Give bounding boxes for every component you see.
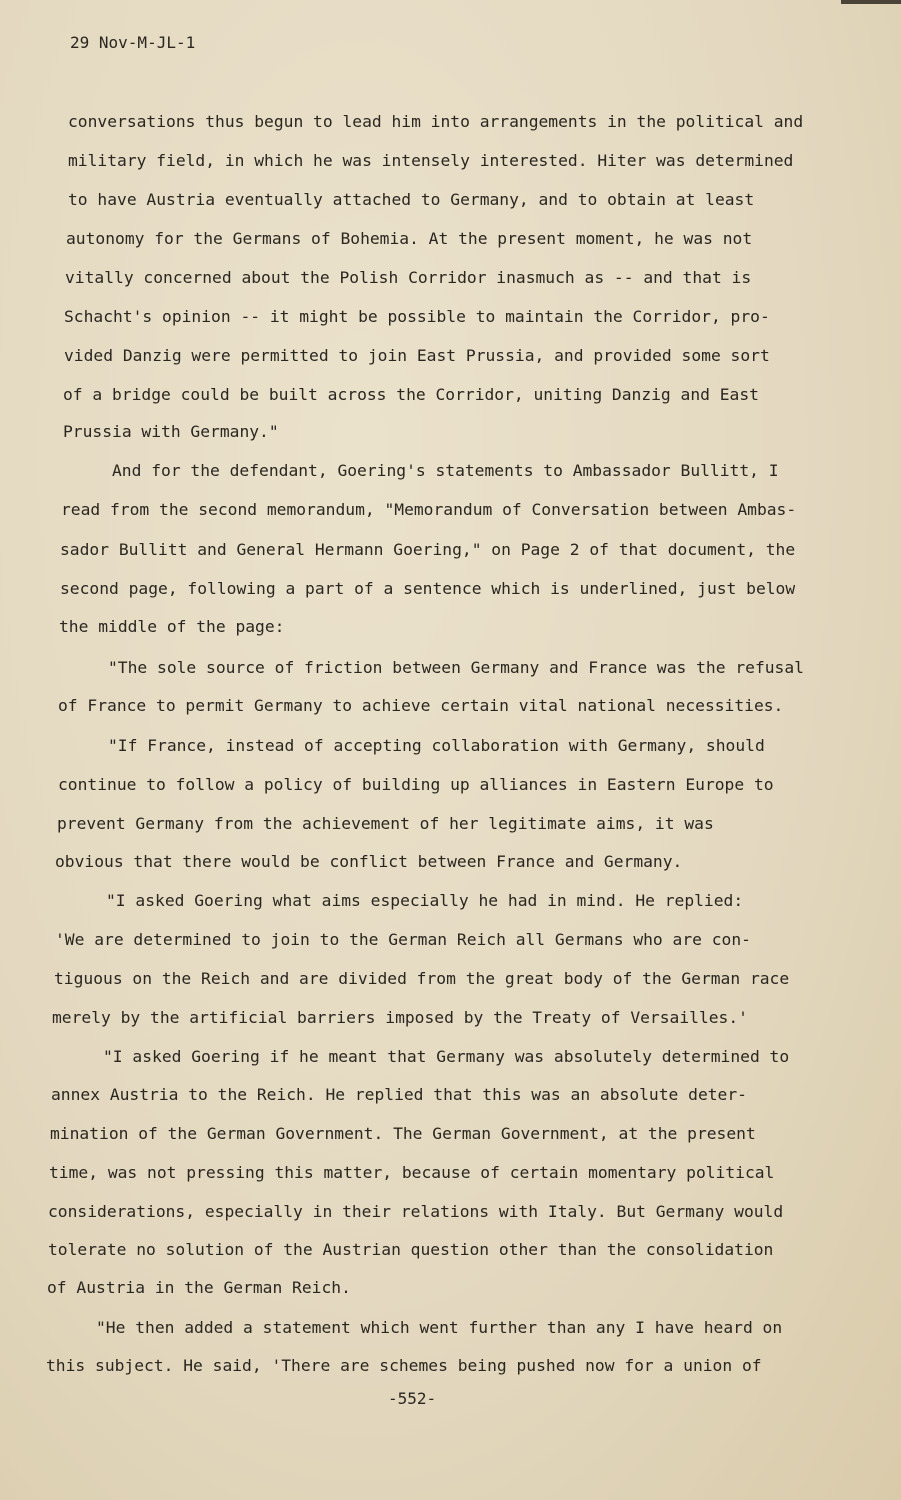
page-reference: 29 Nov-M-JL-1	[70, 33, 196, 52]
text-line: of France to permit Germany to achieve certain vital national necessities.	[58, 696, 784, 715]
text-line: annex Austria to the Reich. He replied that this was an absolute deter-	[51, 1085, 747, 1104]
text-line: tolerate no solution of the Austrian question other than the consolidation	[48, 1240, 774, 1259]
text-line: mination of the German Government. The German Government, at the present	[50, 1124, 756, 1143]
text-line: "I asked Goering what aims especially he had in mind. He replied:	[106, 891, 744, 910]
text-line: second page, following a part of a sentence which is underlined, just below	[60, 579, 796, 598]
text-line: Prussia with Germany."	[63, 422, 279, 441]
text-line: considerations, especially in their relations with Italy. But Germany would	[48, 1202, 784, 1221]
text-line: "I asked Goering if he meant that Germany was absolutely determined to	[103, 1047, 790, 1066]
text-line: of Austria in the German Reich.	[47, 1278, 351, 1297]
text-line: to have Austria eventually attached to Germany, and to obtain at least	[68, 190, 755, 209]
text-line: this subject. He said, 'There are schemes being pushed now for a union of	[46, 1356, 762, 1375]
text-line: autonomy for the Germans of Bohemia. At the present moment, he was not	[66, 229, 753, 248]
page-edge-mark	[841, 0, 901, 4]
text-line: obvious that there would be conflict between France and Germany.	[55, 852, 683, 871]
text-line: continue to follow a policy of building up alliances in Eastern Europe to	[58, 775, 774, 794]
text-line: And for the defendant, Goering's statements to Ambassador Bullitt, I	[112, 461, 779, 480]
text-line: time, was not pressing this matter, because of certain momentary political	[49, 1163, 775, 1182]
text-line: Schacht's opinion -- it might be possible to maintain the Corridor, pro-	[64, 307, 770, 326]
text-line: sador Bullitt and General Hermann Goering," on Page 2 of that document, the	[60, 540, 796, 559]
text-line: vitally concerned about the Polish Corridor inasmuch as -- and that is	[65, 268, 752, 287]
text-line: 'We are determined to join to the German Reich all Germans who are con-	[55, 930, 751, 949]
text-line: conversations thus begun to lead him into arrangements in the political and	[68, 112, 804, 131]
text-line: of a bridge could be built across the Corridor, uniting Danzig and East	[63, 385, 759, 404]
text-line: tiguous on the Reich and are divided from the great body of the German race	[54, 969, 790, 988]
page-number: -552-	[388, 1389, 437, 1408]
text-line: vided Danzig were permitted to join East Prussia, and provided some sort	[64, 346, 770, 365]
text-line: "The sole source of friction between Germany and France was the refusal	[108, 658, 804, 677]
text-line: "He then added a statement which went further than any I have heard on	[96, 1318, 783, 1337]
text-line: read from the second memorandum, "Memorandum of Conversation between Ambas-	[61, 500, 797, 519]
text-line: merely by the artificial barriers imposed by the Treaty of Versailles.'	[52, 1008, 748, 1027]
text-line: military field, in which he was intensely interested. Hiter was determined	[68, 151, 794, 170]
text-line: the middle of the page:	[59, 617, 285, 636]
text-line: "If France, instead of accepting collaboration with Germany, should	[108, 736, 765, 755]
text-line: prevent Germany from the achievement of her legitimate aims, it was	[57, 814, 714, 833]
